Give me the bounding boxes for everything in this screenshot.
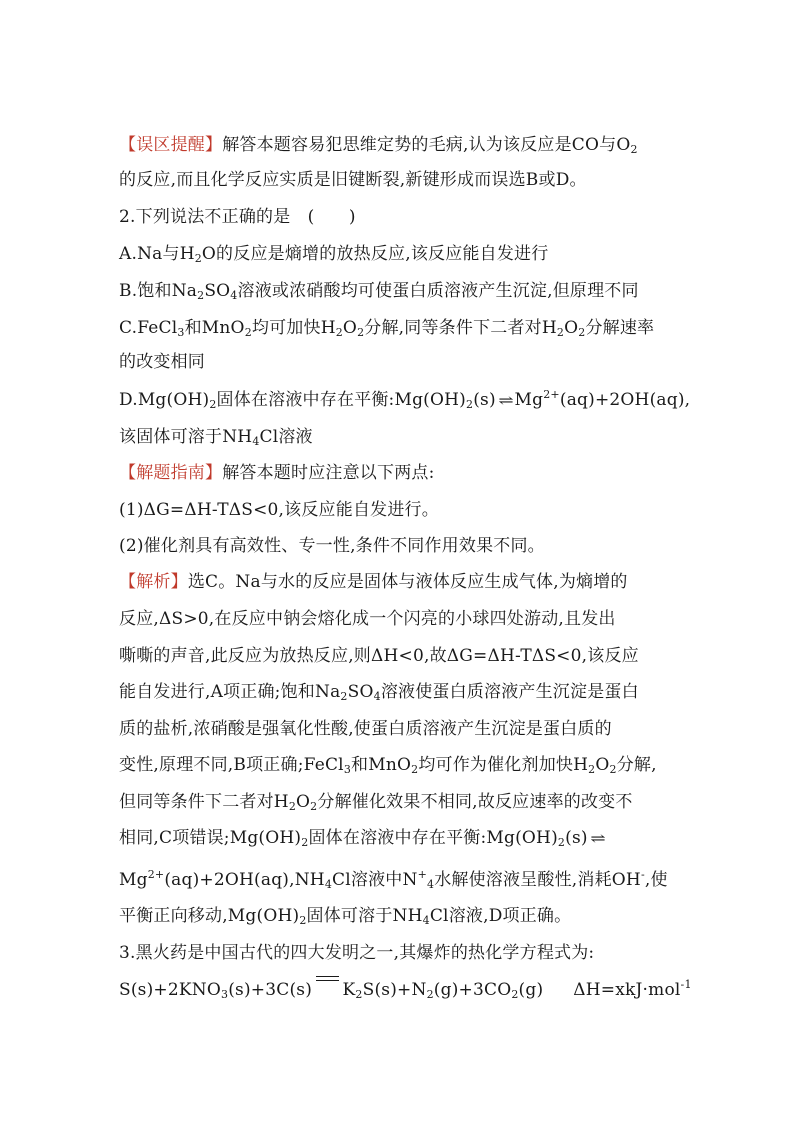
solution-guide-tag: 【解题指南】 [119,463,223,483]
mistake-reminder-line-2: 的反应,而且化学反应实质是旧键断裂,新键形成而误选B或D。 [119,170,587,190]
analysis-line-8: 相同,C项错误$;Mg(OH)_2$固体在溶液中存在平衡$:Mg(OH)_2(s)$ ⇌ [119,828,605,849]
equals-sign-icon [316,978,338,1002]
analysis-line-10: 平衡正向移动$,Mg(OH)_2$固体可溶于$NH_4Cl$溶液,D项正确。 [119,906,572,927]
option-c-line-2: 的改变相同 [119,352,205,372]
mistake-reminder-line-1: 【误区提醒】解答本题容易犯思维定势的毛病,认为该反应是CO与$O_2$ [119,135,638,156]
mistake-reminder-tag: 【误区提醒】 [119,135,223,155]
guide-point-2: (2)催化剂具有高效性、专一性,条件不同作用效果不同。 [119,536,545,556]
analysis-line-3: 嘶嘶的声音,此反应为放热反应,则ΔH<0,故ΔG=ΔH-TΔS<0,该反应 [119,646,639,666]
analysis-line-1: 【解析】选C。Na与水的反应是固体与液体反应生成气体,为熵增的 [119,572,628,592]
solution-guide-line: 【解题指南】解答本题时应注意以下两点: [119,463,435,483]
question-3-equation: $S(s)+2KNO_3(s)+3C(s)$ $K_2S(s)+N_2(g)+3CO_2(g)$ ΔH=xkJ·mol$^{-1}$ [119,978,692,1001]
analysis-line-4: 能自发进行,A项正确;饱和$Na_2SO_4$溶液使蛋白质溶液产生沉淀是蛋白 [119,682,639,703]
analysis-line-7: 但同等条件下二者对$H_2O_2$分解催化效果不相同,故反应速率的改变不 [119,792,633,813]
option-a: A.Na与$H_2O$的反应是熵增的放热反应,该反应能自发进行 [119,244,549,265]
option-d-line-1: $D.Mg(OH)_2$固体在溶液中存在平衡$:Mg(OH)_2(s)$ ⇌ $Mg^{2+}(aq)+2OH(aq)$, [119,388,691,411]
option-d-line-2: 该固体可溶于$NH_4Cl$溶液 [119,427,313,448]
analysis-line-5: 质的盐析,浓硝酸是强氧化性酸,使蛋白质溶液产生沉淀是蛋白质的 [119,719,612,739]
option-c-line-1: C.FeCl$_3$和MnO$_2$均可加快$H_2O_2$分解,同等条件下二者对$H_2O_2$分解速率 [119,318,655,339]
analysis-line-2: 反应,ΔS>0,在反应中钠会熔化成一个闪亮的小球四处游动,且发出 [119,609,616,629]
analysis-line-9: $Mg^{2+}(aq)+2OH(aq),NH_4Cl$溶液中$N^+_4$水解使溶液呈酸性,消耗OH-,使 [119,868,668,891]
question-2-stem: 2.下列说法不正确的是 ( ) [119,207,356,227]
guide-point-1: (1)ΔG=ΔH-TΔS<0,该反应能自发进行。 [119,500,439,520]
question-3-stem: 3.黑火药是中国古代的四大发明之一,其爆炸的热化学方程式为: [119,943,595,963]
analysis-line-6: 变性,原理不同,B项正确;FeCl$_3$和MnO$_2$均可作为催化剂加快$H_2O_2$分解, [119,755,657,776]
reversible-arrow-icon: ⇌ [498,393,513,409]
reversible-arrow-icon: ⇌ [590,831,605,847]
option-b: B.饱和$Na_2SO_4$溶液或浓硝酸均可使蛋白质溶液产生沉淀,但原理不同 [119,281,639,302]
analysis-tag: 【解析】 [119,572,188,592]
